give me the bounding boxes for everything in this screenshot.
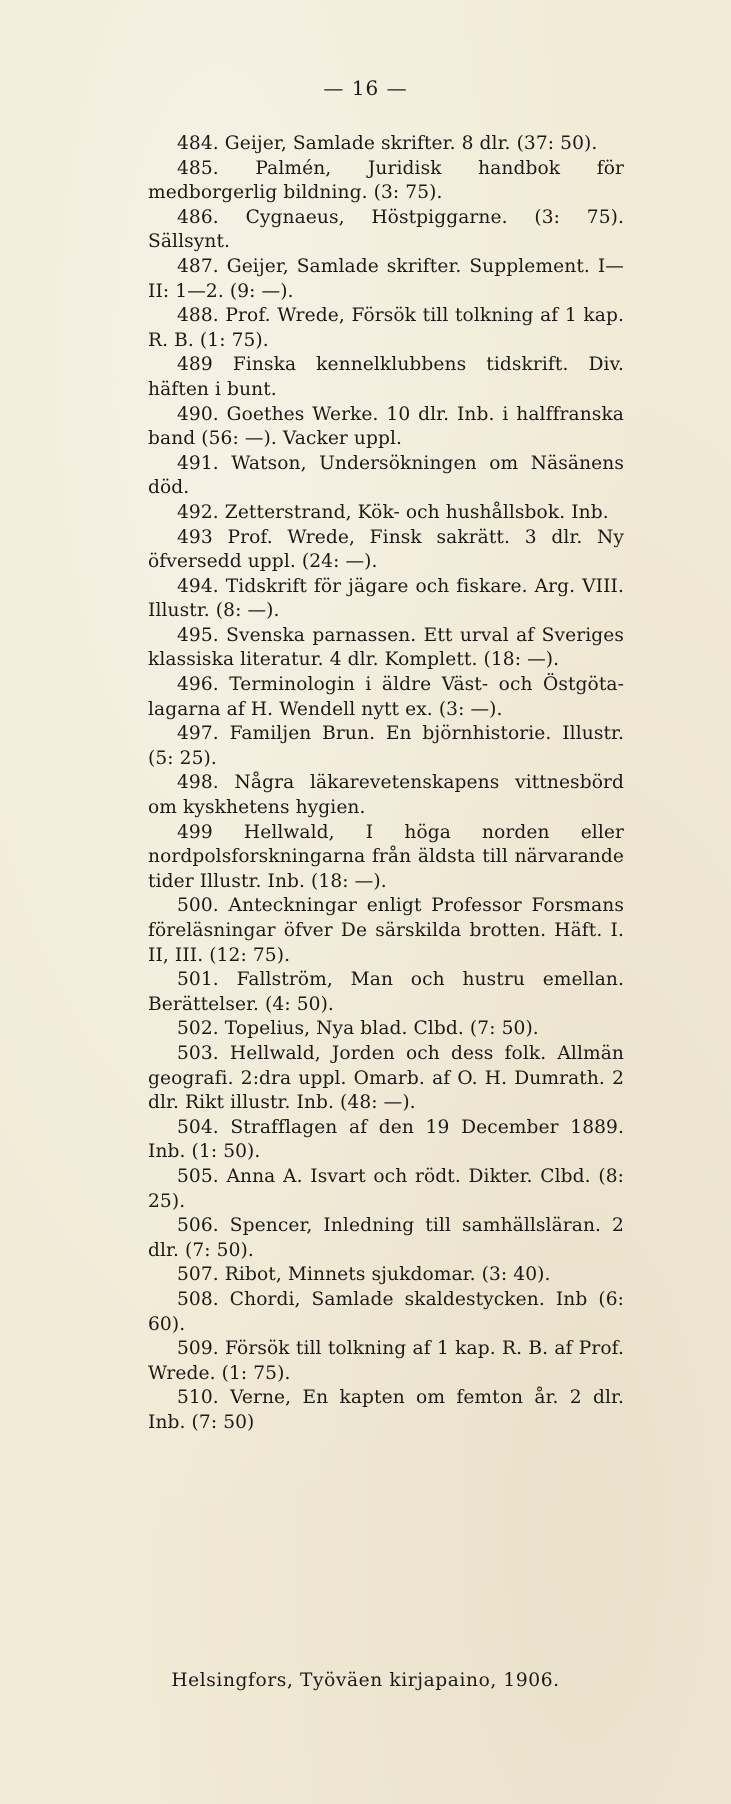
catalog-entry: 487. Geijer, Samlade skrifter. Supplement. I—II: 1—2. (9: —). [148,255,624,302]
catalog-entry: 486. Cygnaeus, Höstpiggarne. (3: 75). Sällsynt. [148,206,624,253]
catalog-entry: 484. Geijer, Samlade skrifter. 8 dlr. (37: 50). [177,133,598,154]
catalog-entry: 508. Chordi, Samlade skaldestycken. Inb (6: 60). [148,1288,624,1335]
catalog-entry: 503. Hellwald, Jorden och dess folk. Allmän geografi. 2:dra uppl. Omarb. af O. H. Dumrath. 2 dlr. Rikt illustr. Inb. (48: —). [148,1042,624,1114]
catalog-entry: 505. Anna A. Isvart och rödt. Dikter. Clbd. (8: 25). [148,1165,624,1212]
page-number: — 16 — [323,76,408,100]
catalog-entry: 494. Tidskrift för jägare och fiskare. Arg. VIII. Illustr. (8: —). [148,575,624,622]
catalog-entry: 506. Spencer, Inledning till samhällsläran. 2 dlr. (7: 50). [148,1215,624,1261]
printer-imprint: Helsingfors, Työväen kirjapaino, 1906. [171,1670,560,1691]
catalog-entry: 498. Några läkarevetenskapens vittnesbörd om kyskhetens hygien. [148,772,624,819]
catalog-entry: 504. Strafflagen af den 19 December 1889. Inb. (1: 50). [148,1116,624,1163]
catalog-entry: 491. Watson, Undersökningen om Näsänens död. [148,452,624,499]
catalog-entry: 493 Prof. Wrede, Finsk sakrätt. 3 dlr. Ny öfversedd uppl. (24: —). [148,526,624,573]
catalog-entry: 509. Försök till tolkning af 1 kap. R. B. af Prof. Wrede. (1: 75). [148,1338,624,1384]
catalog-entry: 500. Anteckningar enligt Professor Forsmans föreläsningar öfver De särskilda brotten. Häft. I. II, III. (12: 75). [148,895,624,966]
catalog-entry: 488. Prof. Wrede, Försök till tolkning af 1 kap. R. B. (1: 75). [148,305,624,351]
catalog-entry: 496. Terminologin i äldre Väst- och Östgöta-lagarna af H. Wendell nytt ex. (3: —). [148,674,624,720]
catalog-entry: 499 Hellwald, I höga norden eller nordpolsforskningarna från äldsta till närvarande tider Illustr. Inb. (18: —). [148,821,624,892]
catalog-entry: 501. Fallström, Man och hustru emellan. Berättelser. (4: 50). [148,969,624,1015]
catalog-entry: 497. Familjen Brun. En björnhistorie. Illustr. (5: 25). [148,723,624,769]
catalog-entry: 502. Topelius, Nya blad. Clbd. (7: 50). [177,1018,539,1040]
catalog-entry: 492. Zetterstrand, Kök- och hushållsbok. Inb. [177,501,609,523]
catalog-entry: 495. Svenska parnassen. Ett urval af Sveriges klassiska literatur. 4 dlr. Komplett. (18: —). [148,624,624,671]
catalog-entry: 485. Palmén, Juridisk handbok för medborgerlig bildning. (3: 75). [148,157,624,204]
catalog-entry: 507. Ribot, Minnets sjukdomar. (3: 40). [177,1264,551,1286]
catalog-entry: 489 Finska kennelklubbens tidskrift. Div. häften i bunt. [148,354,624,400]
divider [150,1660,620,1661]
catalog-entry: 510. Verne, En kapten om femton år. 2 dlr. Inb. (7: 50) [148,1387,624,1433]
catalog-entry-list [148,132,624,1435]
catalog-entry: 490. Goethes Werke. 10 dlr. Inb. i halffranska band (56: —). Vacker uppl. [148,403,624,450]
